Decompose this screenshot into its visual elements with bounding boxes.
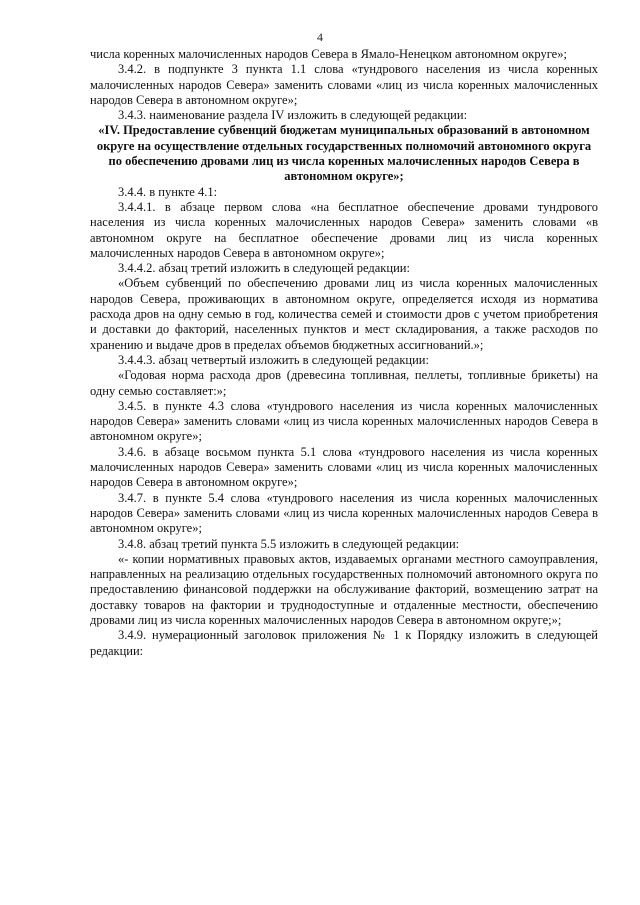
paragraph-3-4-3: 3.4.3. наименование раздела IV изложить в следующей редакции:: [118, 108, 468, 123]
paragraph-3-4-4: 3.4.4. в пункте 4.1:: [118, 184, 218, 199]
page-number: 4: [317, 30, 323, 44]
paragraph-3-4-4-2: 3.4.4.2. абзац третий изложить в следующей редакции:: [118, 261, 410, 276]
quoted-annual-norm: «Годовая норма расхода дров (древесина топливная, пеллеты, топливные брикеты) на одну семью составляет:»;: [90, 368, 598, 398]
section-iv-heading: «IV. Предоставление субвенций бюджетам муниципальных образований в автономном округе на осуществление отдельных государственных полномочий автономного округа по обеспечению дровами лиц из числа коренных малочисленных народов Севера в автономном округе»;: [96, 123, 592, 184]
quoted-documents-list: «- копии нормативных правовых актов, издаваемых органами местного самоуправления, направленных на реализацию отдельных государственных полномочий автономного округа по предоставлению финансовой поддержки на обслуживание факторий, возмещению затрат на доставку товаров на фактории и труднодоступные и отдаленные местности, обеспечению дровами лиц из числа коренных малочисленных народов Севера в автономном округе;»;: [90, 551, 598, 627]
paragraph-3-4-5: 3.4.5. в пункте 4.3 слова «тундрового населения из числа коренных малочисленных народов Севера» заменить словами «лиц из числа коренных малочисленных народов Севера в автономном округе»;: [90, 398, 598, 444]
quoted-subvention-volume: «Объем субвенций по обеспечению дровами лиц из числа коренных малочисленных народов Севера, проживающих в автономном округе, определяется исходя из норматива расхода дров на одну семью в год, количества семей и стоимости дров с учетом приобретения и доставки до факторий, населенных пунктов и мест складирования, а также расходов по хранению и выдаче дров в пределах объемов бюджетных ассигнований.»;: [90, 276, 598, 352]
paragraph-3-4-6: 3.4.6. в абзаце восьмом пункта 5.1 слова «тундрового населения из числа коренных малочисленных народов Севера» заменить словами «лиц из числа коренных малочисленных народов Севера в автономном округе»;: [90, 444, 598, 490]
paragraph-3-4-8: 3.4.8. абзац третий пункта 5.5 изложить в следующей редакции:: [118, 536, 460, 551]
paragraph-continuation: числа коренных малочисленных народов Севера в Ямало-Ненецком автономном округе»;: [90, 47, 567, 61]
paragraph-3-4-4-1: 3.4.4.1. в абзаце первом слова «на бесплатное обеспечение дровами тундрового населения из числа коренных малочисленных народов Севера» заменить словами «в автономном округе на бесплатное обеспечение дровами лиц из числа коренных малочисленных народов Севера в автономном округе»;: [90, 199, 598, 260]
paragraph-3-4-2: 3.4.2. в подпункте 3 пункта 1.1 слова «тундрового населения из числа коренных малочисленных народов Севера» заменить словами «лиц из числа коренных малочисленных народов Севера в автономном округе»;: [90, 62, 598, 107]
paragraph-3-4-4-3: 3.4.4.3. абзац четвертый изложить в следующей редакции:: [118, 352, 429, 367]
paragraph-3-4-7: 3.4.7. в пункте 5.4 слова «тундрового населения из числа коренных малочисленных народов Севера» заменить словами «лиц из числа коренных малочисленных народов Севера в автономном округе»;: [90, 490, 598, 536]
document-body: [90, 47, 598, 659]
paragraph-3-4-9: 3.4.9. нумерационный заголовок приложения № 1 к Порядку изложить в следующей редакции:: [90, 628, 598, 658]
